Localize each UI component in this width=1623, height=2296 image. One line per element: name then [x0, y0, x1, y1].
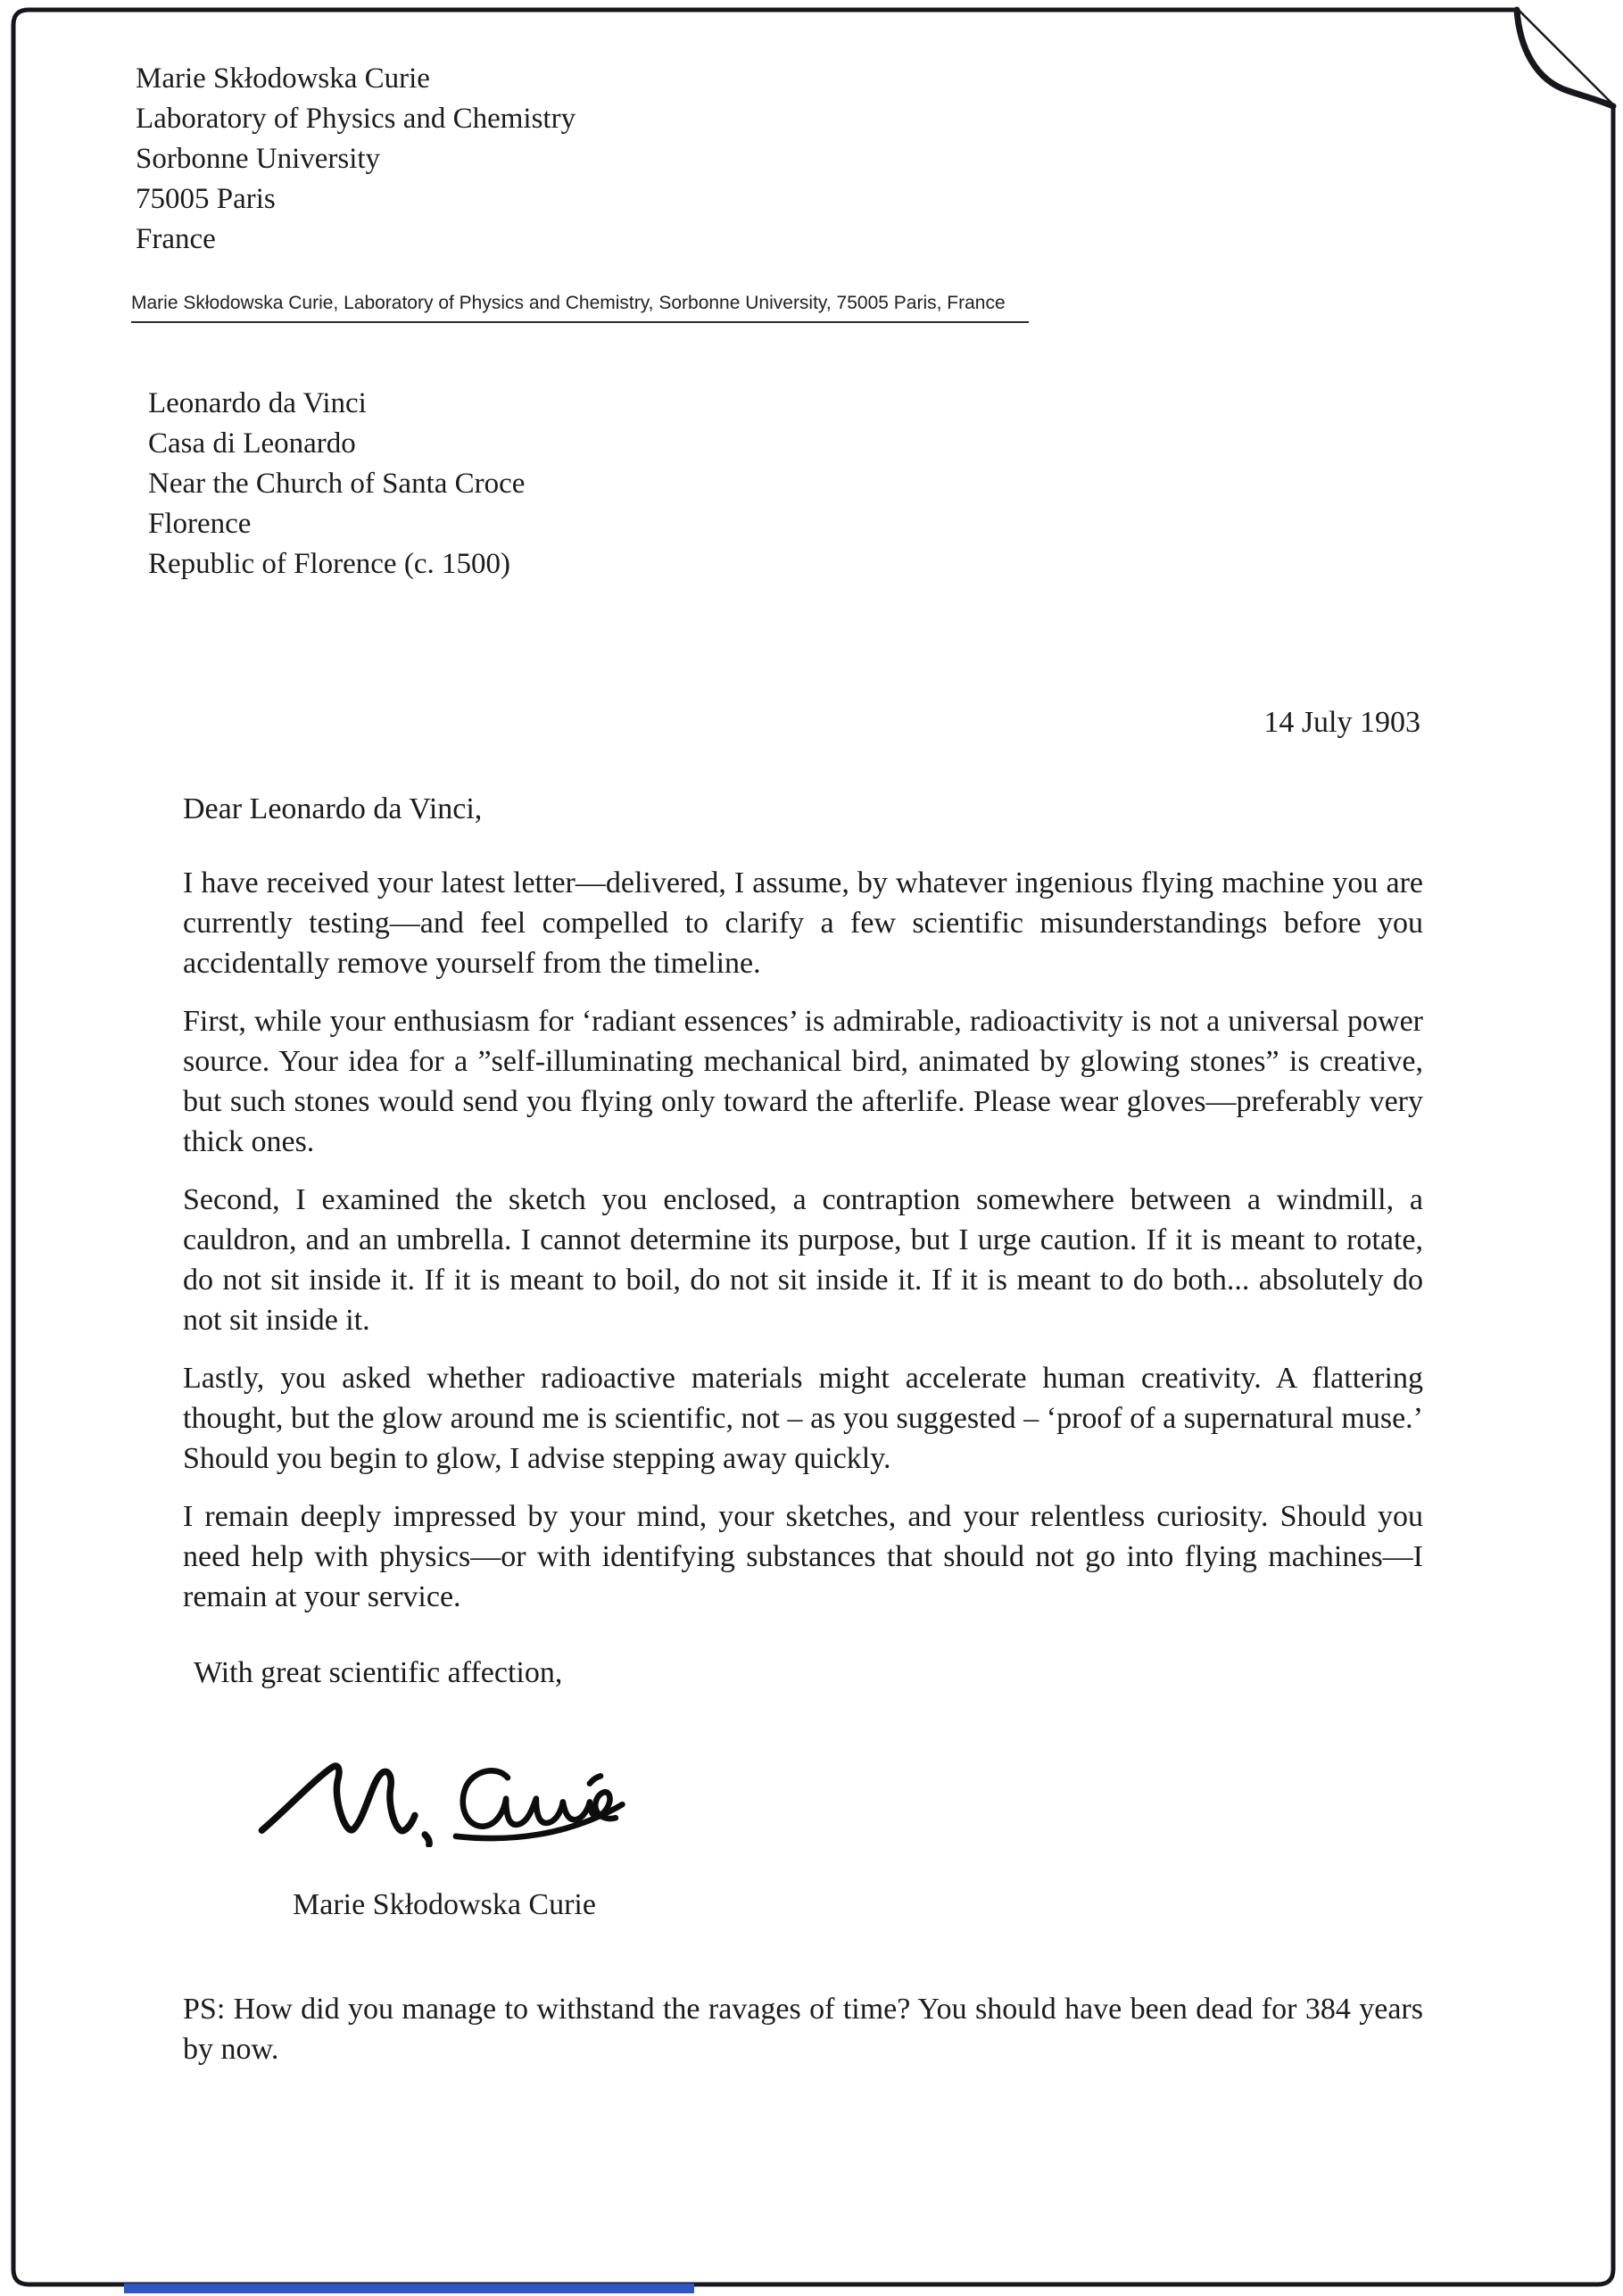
sender-line: Sorbonne University — [136, 143, 381, 175]
body-paragraph: Lastly, you asked whether radioactive materials might accelerate human creativity. A flattering thought, but the glow around me is scientific, not – as you suggested – ‘proof of a supernatural muse.’ Should you begin to glow, I advise stepping away quickly. — [183, 1362, 1423, 1475]
sender-line: Laboratory of Physics and Chemistry — [136, 103, 576, 135]
return-address-line: Marie Skłodowska Curie, Laboratory of Physics and Chemistry, Sorbonne University, 75005 Paris, France — [131, 292, 1029, 323]
signature-script-icon — [249, 1753, 633, 1847]
recipient-line: Florence — [148, 508, 252, 540]
letter-date: 14 July 1903 — [1263, 706, 1420, 739]
recipient-line: Near the Church of Santa Croce — [148, 468, 526, 500]
body-paragraph: Second, I examined the sketch you enclosed, a contraption somewhere between a windmill, a cauldron, and an umbrella. I cannot determine its purpose, but I urge caution. If it is meant to rotate, do not sit inside it. If it is meant to boil, do not sit inside it. If it is meant to do both... absolutely do not sit inside it. — [183, 1183, 1423, 1337]
body-paragraph: I have received your latest letter—delivered, I assume, by whatever ingenious flying machine you are currently testing—and feel compelled to clarify a few scientific misunderstandings before you accidentally remove yourself from the timeline. — [183, 866, 1423, 980]
sender-address — [136, 59, 1623, 260]
recipient-address — [148, 384, 1623, 584]
body-paragraph: First, while your enthusiasm for ‘radiant essences’ is admirable, radioactivity is not a universal power source. Your idea for a ”self-illuminating mechanical bird, animated by glowing stones” is creative, but such stones would send you flying only toward the afterlife. Please wear gloves—preferably very thick ones. — [183, 1005, 1423, 1158]
postscript: PS: How did you manage to withstand the ravages of time? You should have been dead for 384 years by now. — [183, 1993, 1423, 2066]
sender-line: Marie Skłodowska Curie — [136, 62, 430, 95]
bottom-accent-strip — [124, 2284, 694, 2293]
handwritten-signature — [249, 1753, 633, 1847]
recipient-line: Leonardo da Vinci — [148, 387, 367, 419]
letter-content — [0, 59, 1623, 2069]
body-paragraph: I remain deeply impressed by your mind, your sketches, and your relentless curiosity. Should you need help with physics—or with identifying substances that should not go into flying machines—I remain at your service. — [183, 1500, 1423, 1613]
sender-line: France — [136, 223, 216, 255]
recipient-line: Casa di Leonardo — [148, 427, 356, 460]
closing-phrase: With great scientific affection, — [194, 1656, 563, 1689]
recipient-line: Republic of Florence (c. 1500) — [148, 548, 510, 580]
typed-signature-name: Marie Skłodowska Curie — [293, 1888, 596, 1921]
salutation: Dear Leonardo da Vinci, — [183, 792, 483, 825]
sender-line: 75005 Paris — [136, 183, 276, 215]
